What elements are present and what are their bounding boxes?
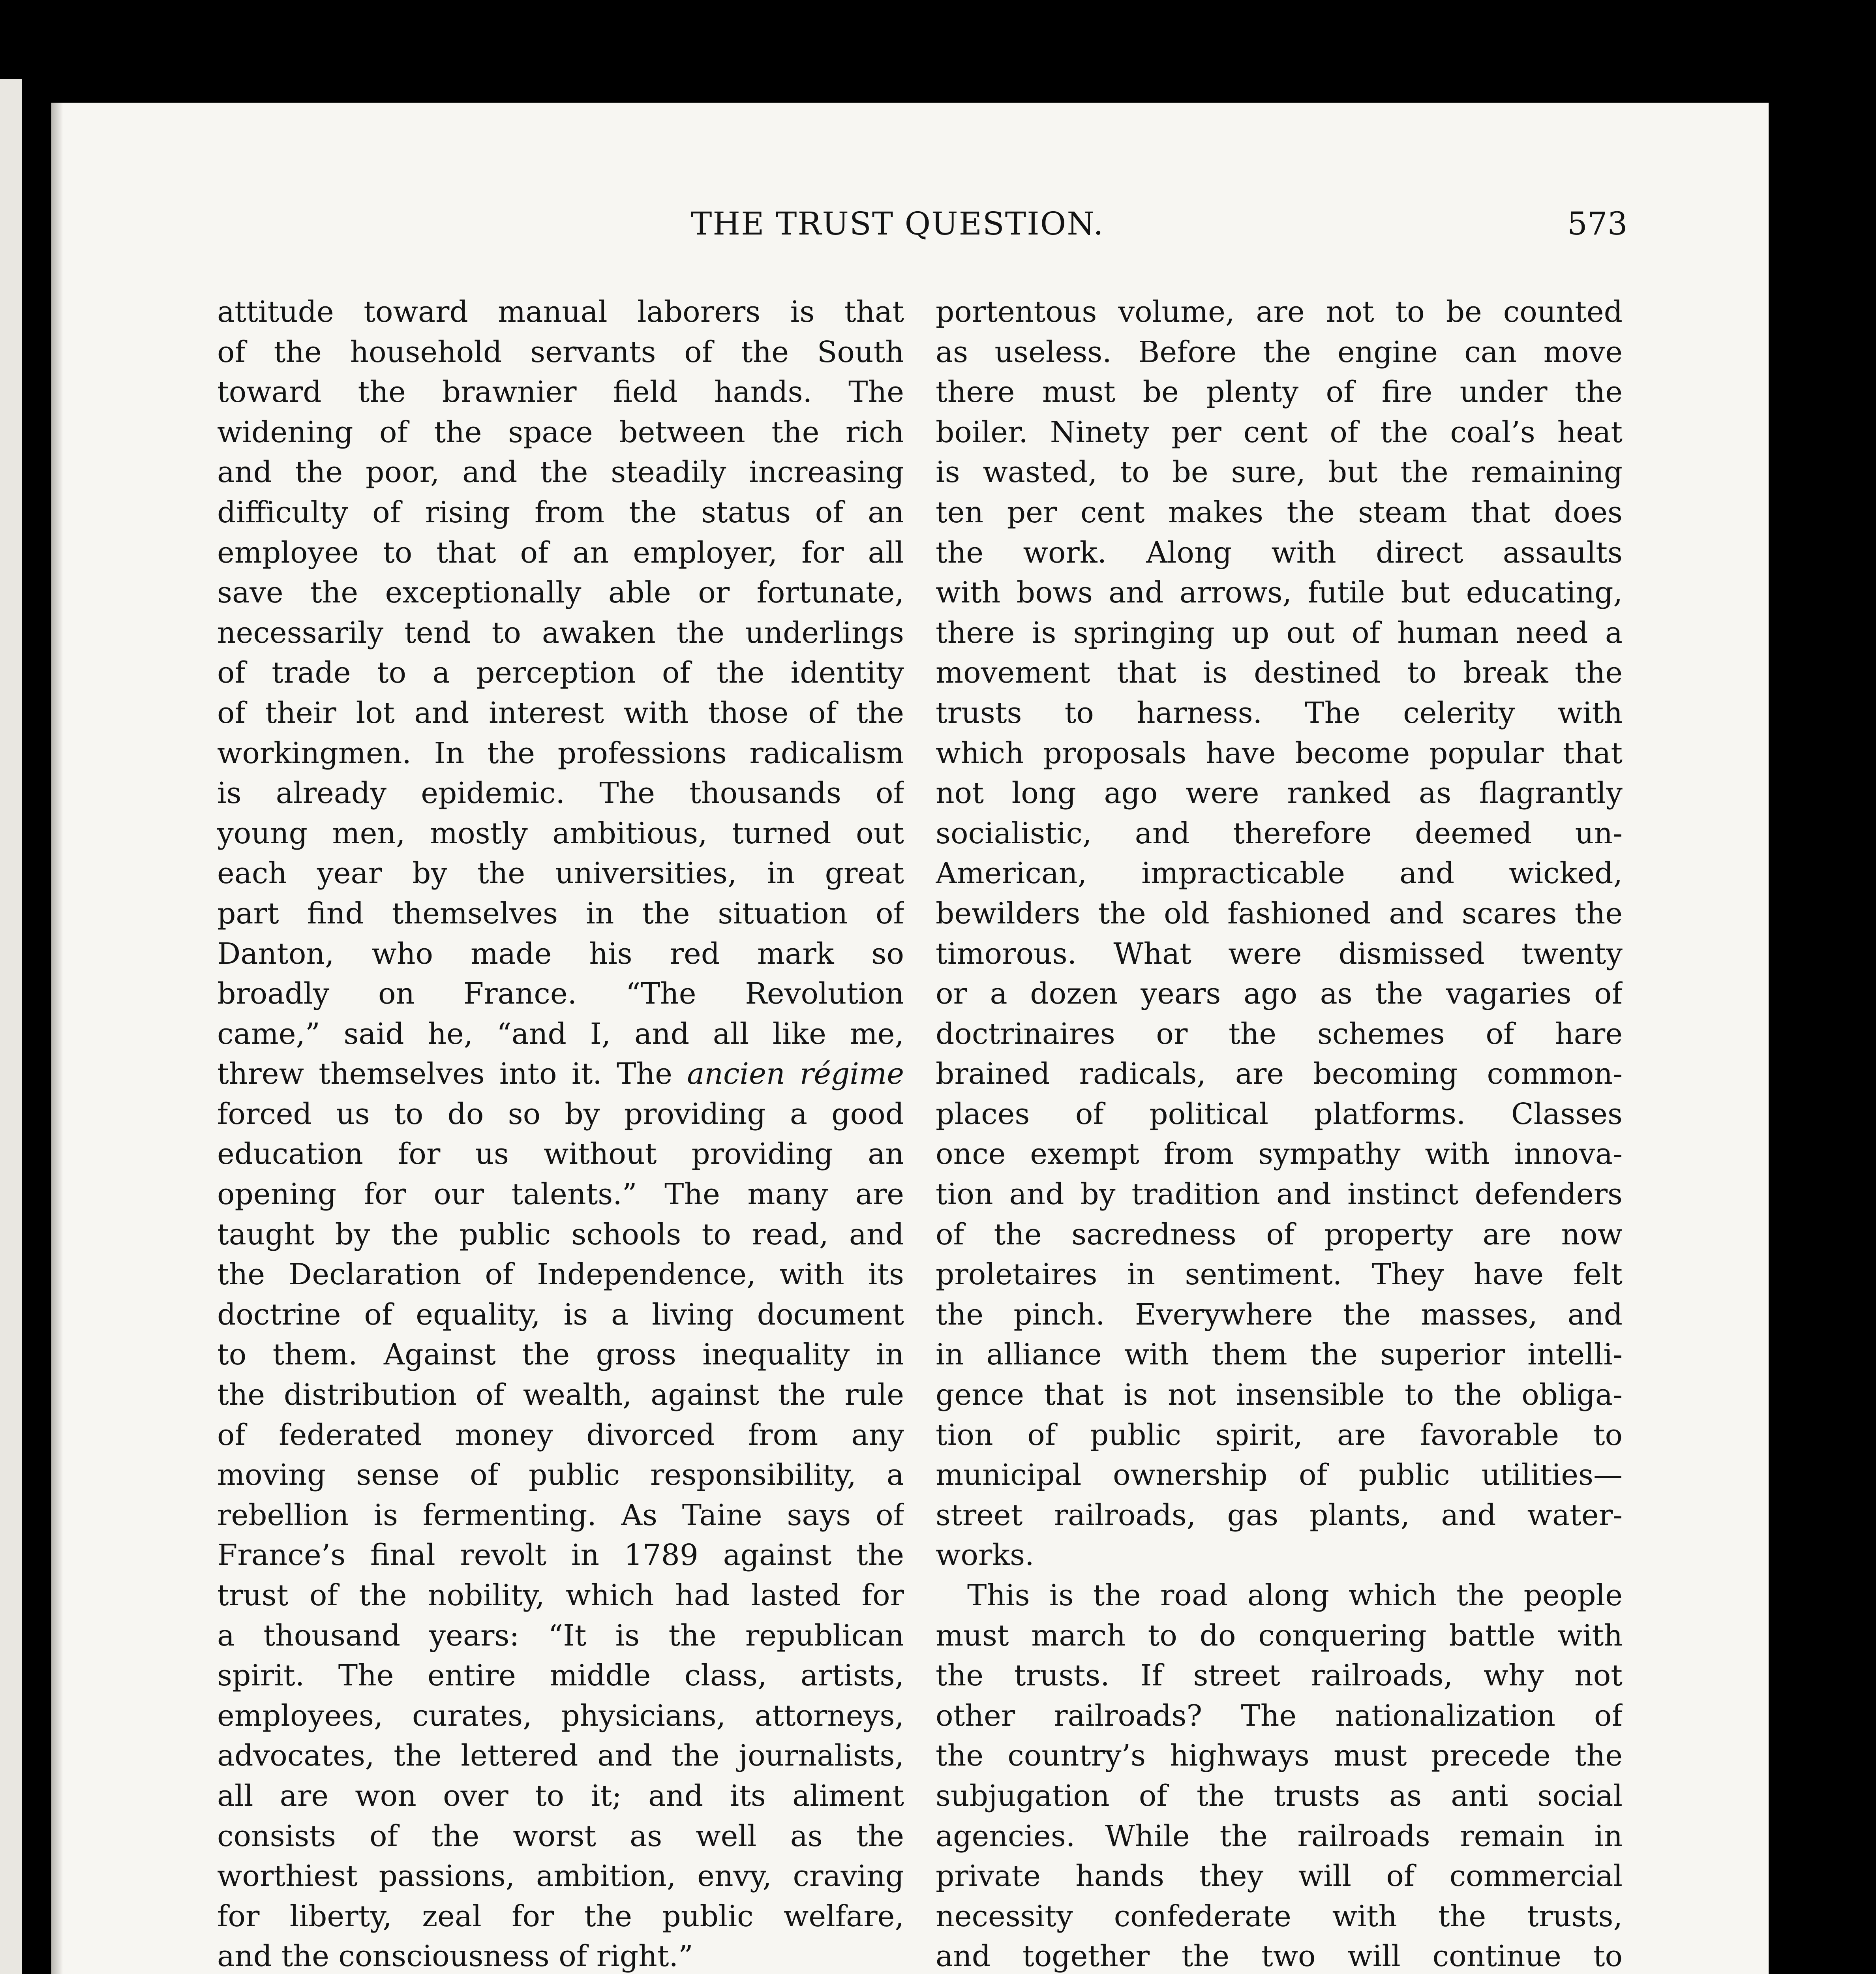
- text-line: the distribution of wealth, against the rule: [217, 1378, 904, 1412]
- italic-phrase: ancien régime: [687, 1057, 904, 1091]
- text-line: bewilders the old fashioned and scares the: [936, 896, 1623, 931]
- text-line: of trade to a perception of the identity: [217, 656, 904, 690]
- text-line: in alliance with them the superior intelli-: [936, 1338, 1623, 1372]
- text-line: with bows and arrows, futile but educating,: [936, 576, 1623, 610]
- text-line: for liberty, zeal for the public welfare,: [217, 1899, 904, 1933]
- text-line: difficulty of rising from the status of an: [217, 495, 904, 529]
- text-line: a thousand years: “It is the republican: [217, 1618, 904, 1653]
- text-line: must march to do conquering battle with: [936, 1618, 1623, 1653]
- text-line: socialistic, and therefore deemed un-: [936, 816, 1623, 850]
- text-line: boiler. Ninety per cent of the coal’s heat: [936, 415, 1623, 449]
- text-line: employee to that of an employer, for all: [217, 535, 904, 570]
- text-line: other railroads? The nationalization of: [936, 1698, 1623, 1733]
- text-line: trusts to harness. The celerity with: [936, 696, 1623, 730]
- left-column: [217, 292, 904, 1974]
- text-line: education for us without providing an: [217, 1137, 904, 1171]
- text-line: necessarily tend to awaken the underlings: [217, 615, 904, 650]
- text-line: agencies. While the railroads remain in: [936, 1819, 1623, 1853]
- text-line: This is the road along which the people: [967, 1578, 1623, 1612]
- text-line: the Declaration of Independence, with its: [217, 1257, 904, 1292]
- text-line: subjugation of the trusts as anti social: [936, 1779, 1623, 1813]
- text-line: American, impracticable and wicked,: [936, 856, 1623, 891]
- text-line: of their lot and interest with those of the: [217, 696, 904, 730]
- text-line: spirit. The entire middle class, artists,: [217, 1659, 904, 1693]
- text-line: workingmen. In the professions radicalism: [217, 736, 904, 770]
- text-line: doctrinaires or the schemes of hare: [936, 1017, 1623, 1051]
- text-line: opening for our talents.” The many are: [217, 1177, 904, 1212]
- text-line: portentous volume, are not to be counted: [936, 295, 1623, 329]
- text-line: widening of the space between the rich: [217, 415, 904, 449]
- text-line: consists of the worst as well as the: [217, 1819, 904, 1853]
- text-line: of federated money divorced from any: [217, 1418, 904, 1452]
- text-line: France’s final revolt in 1789 against the: [217, 1538, 904, 1572]
- text-line: all are won over to it; and its aliment: [217, 1779, 904, 1813]
- text-line: proletaires in sentiment. They have felt: [936, 1257, 1623, 1292]
- text-line: municipal ownership of public utilities—: [936, 1458, 1623, 1492]
- text-line: trust of the nobility, which had lasted for: [217, 1578, 904, 1612]
- text-line: there must be plenty of fire under the: [936, 375, 1623, 409]
- running-head: THE TRUST QUESTION.: [691, 205, 1104, 242]
- text-line: young men, mostly ambitious, turned out: [217, 816, 904, 850]
- text-line: there is springing up out of human need a: [936, 615, 1623, 650]
- book-page: [51, 103, 1769, 1974]
- previous-page-edge: [0, 79, 22, 1974]
- text-line: of the household servants of the South: [217, 335, 904, 369]
- text-line: which proposals have become popular that: [936, 736, 1623, 770]
- text-line: save the exceptionally able or fortunate,: [217, 576, 904, 610]
- right-column: [936, 292, 1623, 1974]
- text-line: and the poor, and the steadily increasing: [217, 455, 904, 490]
- text-line: employees, curates, physicians, attorneys,: [217, 1698, 904, 1733]
- text-line: each year by the universities, in great: [217, 856, 904, 891]
- text-line: the pinch. Everywhere the masses, and: [936, 1297, 1623, 1332]
- text-line: of the sacredness of property are now: [936, 1217, 1623, 1252]
- text-line: movement that is destined to break the: [936, 656, 1623, 690]
- text-line: toward the brawnier field hands. The: [217, 375, 904, 409]
- text-line: taught by the public schools to read, and: [217, 1217, 904, 1252]
- text-line: works.: [936, 1538, 1034, 1572]
- text-line-with-italic: [217, 1054, 904, 1094]
- text-line: advocates, the lettered and the journalists,: [217, 1739, 904, 1773]
- text-line: is wasted, to be sure, but the remaining: [936, 455, 1623, 490]
- gutter-shadow: [51, 103, 63, 1974]
- text-line: tion of public spirit, are favorable to: [936, 1418, 1623, 1452]
- text-line: brained radicals, are becoming common-: [936, 1057, 1623, 1091]
- page-number: 573: [1567, 205, 1628, 242]
- text-line: necessity confederate with the trusts,: [936, 1899, 1623, 1933]
- text-line: and together the two will continue to: [936, 1939, 1623, 1974]
- text-line: as useless. Before the engine can move: [936, 335, 1623, 369]
- text-line: worthiest passions, ambition, envy, craving: [217, 1859, 904, 1893]
- text-line: tion and by tradition and instinct defenders: [936, 1177, 1623, 1212]
- text-line: moving sense of public responsibility, a: [217, 1458, 904, 1492]
- text-line: is already epidemic. The thousands of: [217, 776, 904, 811]
- text-line: the trusts. If street railroads, why not: [936, 1659, 1623, 1693]
- text-line: ten per cent makes the steam that does: [936, 495, 1623, 529]
- text-line: came,” said he, “and I, and all like me,: [217, 1017, 904, 1051]
- text-line: to them. Against the gross inequality in: [217, 1338, 904, 1372]
- text-line: or a dozen years ago as the vagaries of: [936, 977, 1623, 1011]
- text-line: timorous. What were dismissed twenty: [936, 936, 1623, 971]
- text-line: once exempt from sympathy with innova-: [936, 1137, 1623, 1171]
- text-line: part find themselves in the situation of: [217, 896, 904, 931]
- text-line: doctrine of equality, is a living document: [217, 1297, 904, 1332]
- text-line: private hands they will of commercial: [936, 1859, 1623, 1893]
- text-line: rebellion is fermenting. As Taine says of: [217, 1498, 904, 1532]
- text-line: forced us to do so by providing a good: [217, 1097, 904, 1131]
- text-line: places of political platforms. Classes: [936, 1097, 1623, 1131]
- text-line: street railroads, gas plants, and water-: [936, 1498, 1623, 1532]
- text-line: not long ago were ranked as flagrantly: [936, 776, 1623, 811]
- text-line: the work. Along with direct assaults: [936, 535, 1623, 570]
- text-line: broadly on France. “The Revolution: [217, 977, 904, 1011]
- text-line: the country’s highways must precede the: [936, 1739, 1623, 1773]
- text-line: Danton, who made his red mark so: [217, 936, 904, 971]
- text-line: attitude toward manual laborers is that: [217, 295, 904, 329]
- text-line: gence that is not insensible to the obliga-: [936, 1378, 1623, 1412]
- text-line: and the consciousness of right.”: [217, 1939, 693, 1974]
- text-fragment: threw themselves into it. The: [217, 1057, 672, 1091]
